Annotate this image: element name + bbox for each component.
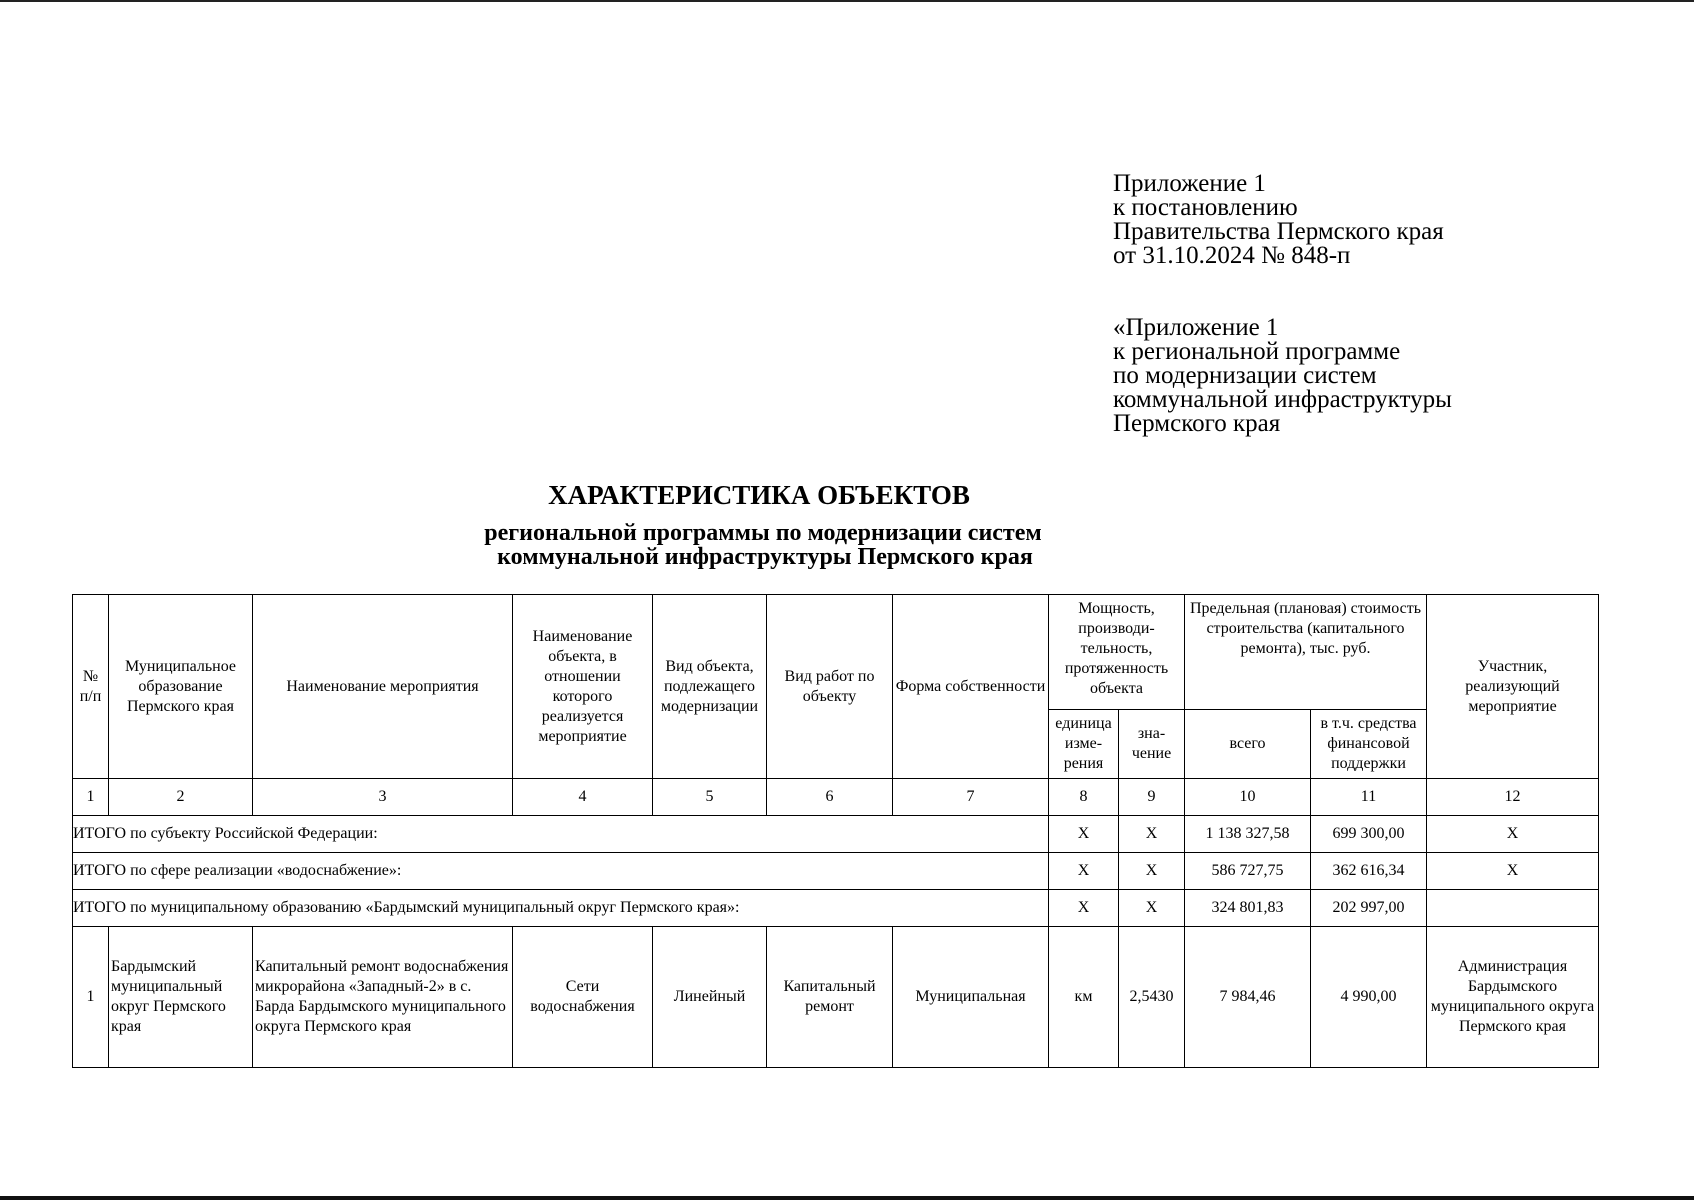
total-value: Х	[1119, 890, 1185, 927]
header-cost-total: всего	[1185, 710, 1311, 779]
column-number: 7	[893, 779, 1049, 816]
total-unit: Х	[1049, 853, 1119, 890]
appendix-line: «Приложение 1	[1113, 314, 1279, 341]
appendix-line: коммунальной инфраструктуры	[1113, 386, 1452, 413]
total-label: ИТОГО по муниципальному образованию «Бардымский муниципальный округ Пермского края»:	[73, 890, 1049, 927]
row-measure: Капитальный ремонт водоснабжения микрорайона «Западный-2» в с. Барда Бардымского муниципального округа Пермского края	[253, 927, 513, 1068]
objects-table	[72, 594, 1599, 1068]
appendix-line: Приложение 1	[1113, 170, 1266, 197]
total-row	[73, 816, 1599, 853]
header-participant: Участник, реализующий мероприятие	[1427, 595, 1599, 779]
total-row	[73, 890, 1599, 927]
column-number-row	[73, 779, 1599, 816]
appendix-decree-block	[1113, 172, 1444, 268]
total-cost: 324 801,83	[1185, 890, 1311, 927]
total-value: Х	[1119, 816, 1185, 853]
column-number: 11	[1311, 779, 1427, 816]
header-ownership: Форма собственности	[893, 595, 1049, 779]
row-participant: Администрация Бардымского муниципального округа Пермского края	[1427, 927, 1599, 1068]
column-number: 3	[253, 779, 513, 816]
row-municipality: Бардымский муниципальный округ Пермского края	[109, 927, 253, 1068]
header-measure: Наименование мероприятия	[253, 595, 513, 779]
page-top-edge	[0, 0, 1694, 2]
column-number: 9	[1119, 779, 1185, 816]
column-number: 4	[513, 779, 653, 816]
total-support: 699 300,00	[1311, 816, 1427, 853]
page-bottom-edge	[0, 1196, 1694, 1200]
appendix-line: по модернизации систем	[1113, 362, 1377, 389]
header-object-name: Наименование объекта, в отношении которого реализуется мероприятие	[513, 595, 653, 779]
header-unit: единица изме-рения	[1049, 710, 1119, 779]
header-cost: Предельная (плановая) стоимость строительства (капитального ремонта), тыс. руб.	[1185, 595, 1427, 710]
table-header-row	[73, 595, 1599, 710]
total-participant: Х	[1427, 853, 1599, 890]
row-cost-total: 7 984,46	[1185, 927, 1311, 1068]
header-cost-support: в т.ч. средства финансовой поддержки	[1311, 710, 1427, 779]
total-label: ИТОГО по субъекту Российской Федерации:	[73, 816, 1049, 853]
total-unit: Х	[1049, 816, 1119, 853]
header-num: № п/п	[73, 595, 109, 779]
appendix-line: Правительства Пермского края	[1113, 218, 1444, 245]
document-subtitle-line: региональной программы по модернизации систем	[484, 520, 1042, 546]
total-row	[73, 853, 1599, 890]
header-work-type: Вид работ по объекту	[767, 595, 893, 779]
row-object-type: Линейный	[653, 927, 767, 1068]
header-value: зна-чение	[1119, 710, 1185, 779]
appendix-line: Пермского края	[1113, 410, 1281, 437]
total-participant	[1427, 890, 1599, 927]
total-support: 202 997,00	[1311, 890, 1427, 927]
column-number: 2	[109, 779, 253, 816]
total-value: Х	[1119, 853, 1185, 890]
total-participant: Х	[1427, 816, 1599, 853]
appendix-program-block	[1113, 316, 1452, 436]
document-subtitle-line: коммунальной инфраструктуры Пермского края	[497, 544, 1033, 570]
column-number: 12	[1427, 779, 1599, 816]
total-support: 362 616,34	[1311, 853, 1427, 890]
total-cost: 1 138 327,58	[1185, 816, 1311, 853]
row-object-name: Сети водоснабжения	[513, 927, 653, 1068]
total-cost: 586 727,75	[1185, 853, 1311, 890]
appendix-line: к региональной программе	[1113, 338, 1401, 365]
header-municipality: Муниципальное образование Пермского края	[109, 595, 253, 779]
row-num: 1	[73, 927, 109, 1068]
header-capacity: Мощность, производи-тельность, протяженность объекта	[1049, 595, 1185, 710]
appendix-line: к постановлению	[1113, 194, 1298, 221]
document-title: ХАРАКТЕРИСТИКА ОБЪЕКТОВ	[548, 480, 970, 510]
row-work-type: Капитальный ремонт	[767, 927, 893, 1068]
column-number: 1	[73, 779, 109, 816]
column-number: 5	[653, 779, 767, 816]
row-unit: км	[1049, 927, 1119, 1068]
table-row	[73, 927, 1599, 1068]
row-value: 2,5430	[1119, 927, 1185, 1068]
row-cost-support: 4 990,00	[1311, 927, 1427, 1068]
appendix-line: от 31.10.2024 № 848-п	[1113, 242, 1351, 269]
column-number: 10	[1185, 779, 1311, 816]
total-label: ИТОГО по сфере реализации «водоснабжение»:	[73, 853, 1049, 890]
column-number: 6	[767, 779, 893, 816]
header-object-type: Вид объекта, подлежащего модернизации	[653, 595, 767, 779]
row-ownership: Муниципальная	[893, 927, 1049, 1068]
column-number: 8	[1049, 779, 1119, 816]
total-unit: Х	[1049, 890, 1119, 927]
